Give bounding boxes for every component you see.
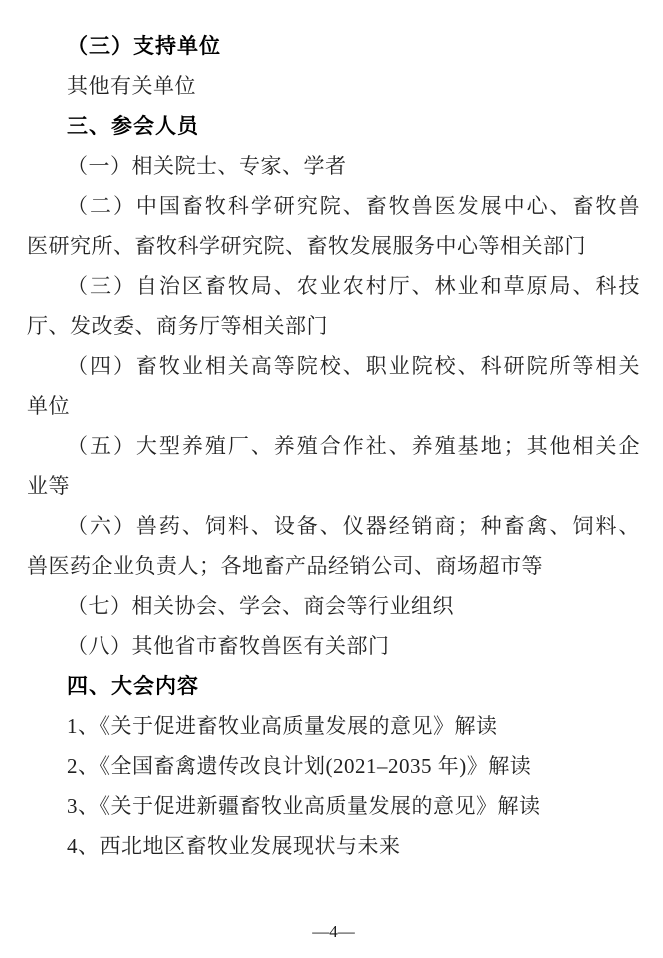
- paragraph-line: （五）大型养殖厂、养殖合作社、养殖基地；其他相关企: [67, 434, 640, 458]
- paragraph-line: 2、《全国畜禽遗传改良计划(2021–2035 年)》解读: [67, 754, 532, 778]
- paragraph-line: 4、西北地区畜牧业发展现状与未来: [67, 834, 401, 858]
- paragraph-line: 兽医药企业负责人；各地畜产品经销公司、商场超市等: [27, 554, 543, 578]
- paragraph-line: （一）相关院士、专家、学者: [67, 154, 347, 178]
- paragraph-line: 1、《关于促进畜牧业高质量发展的意见》解读: [67, 714, 498, 738]
- paragraph-line: 业等: [27, 474, 70, 498]
- paragraph-line: （六）兽药、饲料、设备、仪器经销商；种畜禽、饲料、: [67, 514, 640, 538]
- paragraph-line: 厅、发改委、商务厅等相关部门: [27, 314, 328, 338]
- page-number: —4—: [312, 922, 355, 941]
- paragraph-line: 医研究所、畜牧科学研究院、畜牧发展服务中心等相关部门: [27, 234, 586, 258]
- paragraph-line: （七）相关协会、学会、商会等行业组织: [67, 594, 454, 618]
- paragraph-line: （八）其他省市畜牧兽医有关部门: [67, 634, 390, 658]
- section-heading: 四、大会内容: [67, 674, 199, 698]
- paragraph-line: 3、《关于促进新疆畜牧业高质量发展的意见》解读: [67, 794, 541, 818]
- paragraph-line: 单位: [27, 394, 70, 418]
- paragraph-line: （二）中国畜牧科学研究院、畜牧兽医发展中心、畜牧兽: [67, 194, 640, 218]
- paragraph-line: （三）自治区畜牧局、农业农村厅、林业和草原局、科技: [67, 274, 640, 298]
- paragraph-line: （四）畜牧业相关高等院校、职业院校、科研院所等相关: [67, 354, 640, 378]
- document-body: [27, 26, 640, 866]
- paragraph-line: 其他有关单位: [67, 74, 196, 98]
- section-heading: 三、参会人员: [67, 114, 199, 138]
- section-heading: （三）支持单位: [67, 34, 221, 58]
